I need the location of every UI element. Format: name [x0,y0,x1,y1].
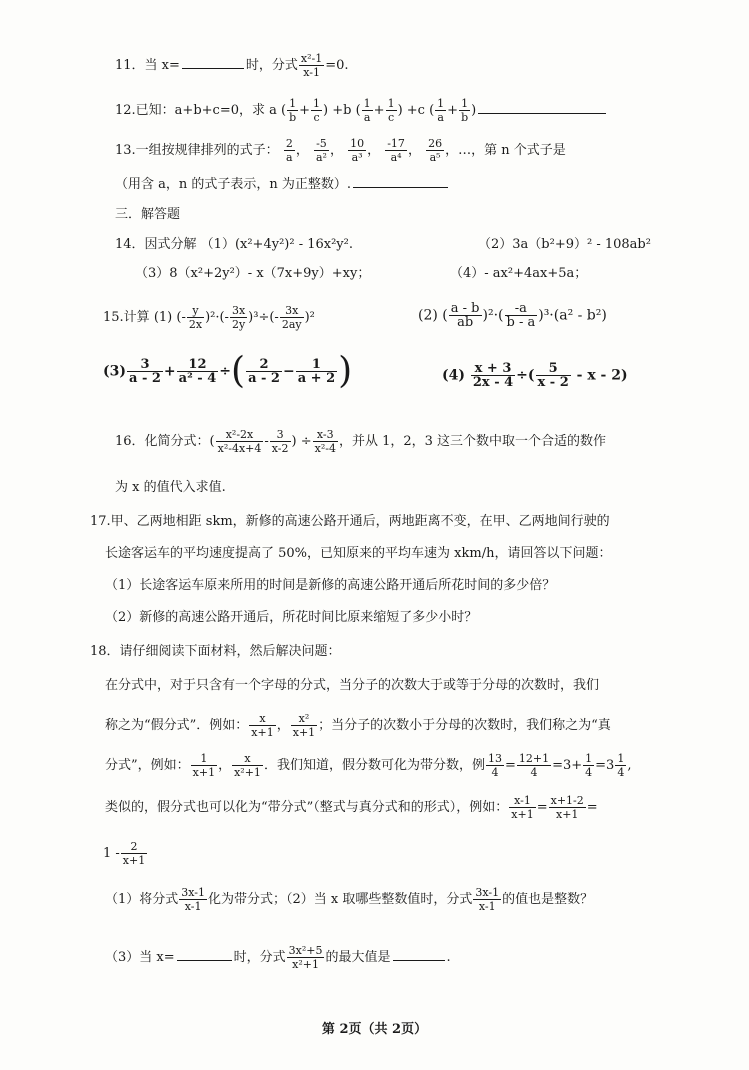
q16-f3 [313,428,338,455]
q15-f1c-pre: (- [269,310,279,325]
q15-f1a [187,304,204,331]
page-footer: 第 2页（共 2页） [321,1022,428,1037]
q15-f3c-d: a - 2 [248,371,280,386]
q13-t3d: a³ [351,151,363,164]
q18-q2-text: 化为带分式；（2）当 x 取哪些整数值时，分式 [208,892,473,907]
q18-m3n: 1 [585,752,593,765]
q12-f4d: c [387,111,395,124]
q15-f1a-n: y [187,304,204,318]
q16-f2n: 3 [270,428,291,442]
q18-ex7d: x+1 [122,854,146,867]
q15-f1c-d: 2ay [281,318,302,331]
q18-ex6d: x+1 [555,808,579,821]
q18-text5: 类似的，假分式也可以化为“带分式”（整式与真分式和的形式），例如： [105,800,509,815]
q18-ex3 [191,752,217,779]
q18-line6 [103,840,148,867]
q12-f3n: 1 [363,97,371,110]
q18-ex5n: x-1 [509,794,535,808]
q13-t3n: 10 [350,137,365,150]
q11-num: x²-1 [300,52,323,65]
q15-f2b-d: b - a [506,315,536,330]
q15-f4b [536,362,571,389]
q11-text: 11．当 x= [115,58,180,73]
q18-ex2d: x+1 [292,726,316,739]
q13-t5d: a⁵ [429,151,441,164]
q15-f3d-d: a + 2 [297,371,336,386]
q18-ex6n: x+1-2 [550,794,584,807]
q12-frac4 [386,97,397,124]
q17-text3: （1）长途客运车原来所用的时间是新修的高速公路开通后所花时间的多少倍？ [105,578,556,593]
q14-line1b [478,235,651,255]
q15-f2b-pre: ( [498,307,504,324]
q17-text2: 长途客运车的平均速度提高了 50%，已知原来的平均车速为 xkm/h，请回答以下问题： [105,546,612,561]
q18-q3-blank1 [177,959,232,961]
q12-f6n: 1 [459,97,470,111]
q15-f3b-d: a² - 4 [178,371,217,386]
q18-q3: （3）当 x= 时，分式 $\frac{\text{3x²+5}}{\text{x²+1}}$ 的最大值是 . [105,944,451,971]
q18-ex7 [121,840,147,867]
q13: 13.一组按规律排列的式子： $\frac{2}{a}$ ， $\frac{-5}{\text{a²}}$ ， $\frac{10}{\text{a³}}$ ， $\frac{-17}{\text{a⁴}}$ ， $\frac{26}{\text{a⁵}}$ ，…，第 n 个式子是 [115,137,566,164]
q18-line2 [105,676,599,696]
q15-f3d-n: 1 [296,358,337,372]
q18-ex1 [249,712,275,739]
q14-part2: （2）3a（b²+9）² - 108ab² [478,237,651,252]
q18-m2 [517,752,551,779]
q18-g2 [473,886,501,913]
q13-t1d: a [286,151,293,164]
q13-term-1 [284,137,295,164]
q13-t2n: -5 [314,137,329,151]
q16: 16．化简分式：( $\frac{\text{x²-2x}}{\text{x²-4x+4}}$ - $\frac{3}{x-2}$ ) ÷ $\frac{x-3}{\text{x²-4}}$ ，并从 1，2，3 这三个数中取一个合适的数作 [115,428,607,455]
q12-f5d: a [437,111,444,124]
q15-f4a-d: 2x - 4 [472,375,514,390]
q18-text6: 1 - [103,846,120,861]
q15-f2b-n: -a [505,302,538,316]
q18-ex7n: 2 [121,840,147,854]
q13-term-5 [426,137,444,164]
q15-f3c-n: 2 [246,358,282,372]
q11-den: x-1 [303,66,320,79]
q16-f2d: x-2 [271,442,289,455]
q15-line1b [418,302,607,329]
q18-ex1n: x [249,712,275,726]
q18-m1 [486,752,504,779]
q12-f1d: b [289,111,297,124]
q15-f3c [246,358,282,385]
q15-label: 15.计算 [103,310,150,325]
q18-line3: 称之为“假分式”．例如： $\frac{x}{x+1}$ ， $\frac{\text{x²}}{x+1}$ ；当分子的次数小于分母的次数时，我们称之为“真 [105,712,611,739]
q15-line2b: (4) $\frac{x + 3}{2x - 4}$ ÷( $\frac{5}{x - 2}$ - x - 2) [442,361,628,390]
q18-m2n: 12+1 [518,752,550,765]
q18-ex3d: x+1 [192,766,216,779]
q12-frac1 [287,97,298,124]
q15-f3b-n: 12 [177,358,219,372]
q13-t4d: a⁴ [390,151,402,164]
q18-text1: 18．请仔细阅读下面材料，然后解决问题： [90,644,341,659]
q15-f1a-d: 2x [188,318,203,331]
q15-f1b [230,304,247,331]
q15-f3b [177,358,219,385]
q12-f5n: 1 [437,97,445,110]
q13-blank [353,186,448,188]
q18-line1 [90,642,341,662]
q16-f1 [216,428,264,455]
q15-f3a-n: 3 [127,358,163,372]
q18-g3 [287,944,325,971]
q18-m1d: 4 [491,766,499,779]
q18-text2: 在分式中，对于只含有一个字母的分式，当分子的次数大于或等于分母的次数时，我们 [105,678,600,693]
q16-f2 [270,428,291,455]
q18-m4d: 4 [617,766,625,779]
q18-text4a: 分式”，例如： [105,758,190,773]
q11 [115,52,349,79]
q15-p2: (2) [418,307,438,324]
q16-text: 16．化简分式：( [115,434,215,449]
section-title-text: 三．解答题 [115,207,181,222]
q18-q1 [105,886,593,913]
q12-end: ) [471,103,477,118]
q14-line2 [135,264,370,284]
q12-f4n: 1 [387,97,395,110]
q18-m-eq: =3+ [552,758,583,773]
q12-frac5 [435,97,446,124]
q12-frac3 [362,97,373,124]
q18-ex3n: 1 [191,752,217,766]
q18-ex4d: x²+1 [234,766,261,779]
q15-f4b-d: x - 2 [537,375,569,390]
q17-line3 [105,576,555,596]
q12-mid2: ) +c ( [397,103,435,118]
q16-f3n: x-3 [313,428,338,442]
q18-g2d: x-1 [478,900,496,913]
q17-text4: （2）新修的高速公路开通后，所花时间比原来缩短了多少小时？ [105,610,478,625]
q16-f1d: x²-4x+4 [217,442,262,455]
q11-text2: 时，分式 [245,58,298,73]
q13-t1n: 2 [285,137,293,150]
q15-p1: (1) [153,310,173,325]
q18-q1-text: （1）将分式 [105,892,179,907]
q18-m3 [583,752,594,779]
q15-f2a-n: a - b [450,301,480,316]
q15-f3a [127,358,163,385]
q12-plus2: + [373,103,385,118]
q15-p4: (4) [442,367,465,384]
q18-text3a: 称之为“假分式”．例如： [105,718,249,733]
q12-plus3: + [447,103,459,118]
q13-line2 [115,175,450,195]
q13-term-2 [314,137,329,164]
q15-line2: (3) $\frac{3}{a - 2}$ + $\frac{12}{\text{a² - 4}}$ ÷( $\frac{2}{a - 2}$ − $\frac{1}{a + 2}$ ) [103,350,353,392]
q18-g3n: 3x²+5 [288,944,323,957]
q18-ex4 [232,752,263,779]
q18-m4 [615,752,626,779]
q18-ex1d: x+1 [251,726,274,739]
q14-part1: 14．因式分解 （1）(x²+4y²)² - 16x²y². [115,237,353,252]
q13-t5n: 26 [428,137,443,150]
q18-m-eq2: =3 [595,758,615,773]
q18-g1d: x-1 [184,900,202,913]
q16-text2: ，并从 1，2，3 这三个数中取一个合适的数作 [338,434,607,449]
q14-line1 [115,235,353,255]
q18-m3d: 4 [585,766,593,779]
q16-f1n: x²-2x [216,428,264,442]
q18-q3-text3: 的最大值是 [325,950,391,965]
q11-blank [182,67,244,69]
q15-f4-tail: - x - 2) [571,367,628,384]
q18-text3b: ；当分子的次数小于分母的次数时，我们称之为“真 [318,718,611,733]
q16-line2-text: 为 x 的值代入求值. [115,480,226,495]
q18-ex5 [509,794,535,821]
q15-f1a-post: )²· [205,310,220,325]
q15-f2a-d: ab [457,315,474,330]
q17-text1: 17.甲、乙两地相距 skm，新修的高速公路开通后，两地距离不变，在甲、乙两地间行驶的 [90,514,610,529]
q15-f1b-d: 2y [231,318,246,331]
q12-f2d: c [313,111,320,124]
q14-part4: （4）- ax²+4ax+5a； [450,266,588,281]
q15-f2a-pre: ( [442,307,448,324]
q18-q2-end: 的值也是整数？ [502,892,594,907]
q18-m1n: 13 [487,752,502,765]
q17-line2 [105,544,611,564]
q15-f1c [280,304,304,331]
q12-text: 12.已知：a+b+c=0，求 a ( [115,103,287,118]
q18-text4b: ．我们知道，假分数可化为带分数，例 [263,758,485,773]
q16-line2 [115,478,226,498]
q18-m4n: 1 [617,752,625,765]
q12-f6d: b [461,111,469,124]
q15-f1c-n: 3x [280,304,304,318]
q15-f3a-d: a - 2 [129,371,161,386]
q11-fraction [299,52,324,79]
q18-line5: 类似的，假分式也可以化为“带分式”（整式与真分式和的形式），例如： $\frac{x-1}{x+1}$ = $\frac{x+1-2}{x+1}$ = [105,794,598,821]
q17-line4 [105,608,477,628]
q18-ex5d: x+1 [511,808,534,821]
q18-g3d: x²+1 [292,958,319,971]
q13-term-4 [385,137,407,164]
q18-ex6 [549,794,586,821]
q11-text3: =0. [325,58,349,73]
q15-f1a-pre: (- [176,310,186,325]
q12-plus: + [299,103,311,118]
section-title [115,205,180,225]
q15-f2b-post: )³·(a² - b²) [538,307,607,324]
q18-m2d: 4 [530,766,538,779]
q13-term-3 [348,137,366,164]
q14-part3: （3）8（x²+2y²）- x（7x+9y）+xy； [135,266,371,281]
q15-f4a-n: x + 3 [471,362,515,376]
q12-f2n: 1 [313,97,321,110]
q15-f2b [505,302,538,329]
q13-text: 13.一组按规律排列的式子： [115,143,279,158]
q13-line2-text: （用含 a，n 的式子表示，n 为正整数）. [115,177,352,192]
q18-ex2n: x² [291,712,317,726]
q17-line1 [90,512,610,532]
q15-p3: (3) [103,363,126,380]
q18-ex4n: x [232,752,263,766]
q13-text2: ，…，第 n 个式子是 [445,143,566,158]
q15-line1 [103,304,315,331]
q12-mid1: ) +b ( [323,103,361,118]
q12-frac6 [459,97,470,124]
q15-f1b-post: )³÷ [248,310,270,325]
q18-g2n: 3x-1 [475,886,500,899]
q12-f1n: 1 [287,97,298,111]
q12-f3d: a [363,111,371,124]
q13-t2d: a² [315,151,327,164]
q12-blank [478,112,606,114]
q15-f2a-post: )²· [482,307,499,324]
q18-g1 [179,886,207,913]
q15-f1c-post: )² [304,310,315,325]
q15-f2a [449,302,482,329]
q15-f3d [296,358,337,385]
q18-line4: 分式”，例如： $\frac{1}{x+1}$ ， $\frac{x}{\text{x²+1}}$ ．我们知道，假分数可化为带分数，例 $\frac{13}{4}$ = $\frac{12+1}{4}$ =3+ $\frac{1}{4}$ =3 $\frac{1}{4}$ , [105,752,632,779]
q15-f1b-n: 3x [230,304,247,318]
q12 [115,97,608,124]
q18-q3-text: （3）当 x= [105,950,175,965]
q18-q3-text2: 时，分式 [233,950,286,965]
q15-f4a [471,362,515,389]
q15-f4b-n: 5 [536,362,571,376]
q18-g1n: 3x-1 [181,886,206,899]
q14-line2b [450,264,587,284]
q12-frac2 [311,97,322,124]
q13-t4n: -17 [387,137,405,150]
q15-f1b-pre: (- [219,310,229,325]
q18-q3-blank2 [393,959,445,961]
q18-ex2 [291,712,317,739]
q16-f3d: x²-4 [314,442,336,455]
